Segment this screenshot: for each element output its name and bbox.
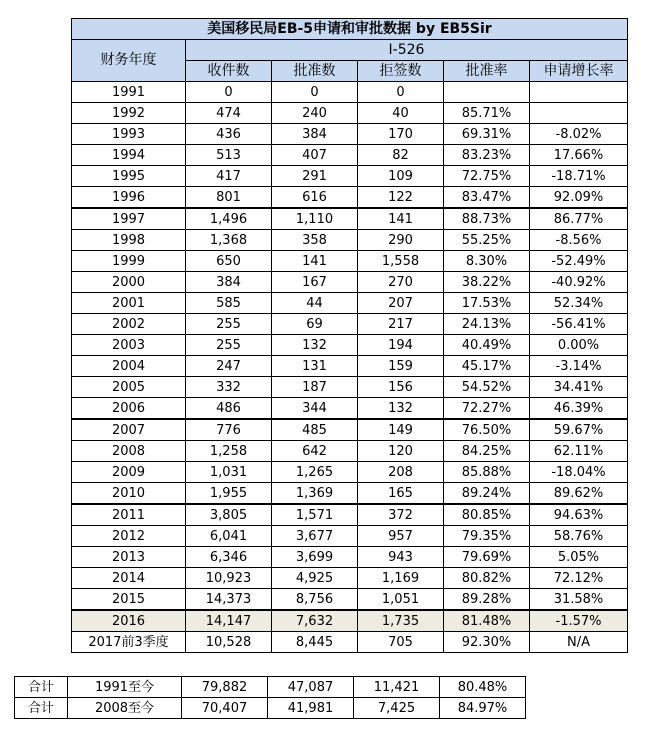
cell-growth-rate: -8.02%: [530, 124, 628, 145]
totals-approval-rate: 80.48%: [440, 677, 526, 698]
cell-denied: 194: [358, 335, 444, 356]
table-title: 美国移民局EB-5申请和审批数据 by EB5Sir: [72, 19, 628, 40]
cell-year: 1992: [72, 103, 186, 124]
cell-approval-rate: 85.88%: [444, 462, 530, 483]
cell-year: 1994: [72, 145, 186, 166]
cell-year: 2012: [72, 526, 186, 547]
cell-year: 2013: [72, 547, 186, 568]
cell-denied: 109: [358, 166, 444, 187]
cell-approved: 141: [272, 251, 358, 272]
cell-approved: 616: [272, 187, 358, 209]
cell-growth-rate: 58.76%: [530, 526, 628, 547]
cell-received: 1,496: [186, 208, 272, 230]
cell-approved: 132: [272, 335, 358, 356]
cell-growth-rate: 17.66%: [530, 145, 628, 166]
cell-denied: 165: [358, 483, 444, 505]
table-row: [72, 547, 628, 568]
cell-year: 2004: [72, 356, 186, 377]
cell-approved: 1,369: [272, 483, 358, 505]
header-growth-rate: 申请增长率: [530, 61, 628, 82]
cell-approval-rate: 85.71%: [444, 103, 530, 124]
cell-denied: 141: [358, 208, 444, 230]
table-row: [72, 441, 628, 462]
cell-approval-rate: 89.28%: [444, 589, 530, 611]
table-row: [72, 462, 628, 483]
cell-received: 650: [186, 251, 272, 272]
cell-year: 1998: [72, 230, 186, 251]
table-row: [72, 124, 628, 145]
cell-approval-rate: 76.50%: [444, 419, 530, 441]
cell-growth-rate: 89.62%: [530, 483, 628, 505]
cell-denied: 1,051: [358, 589, 444, 611]
table-row: [72, 293, 628, 314]
totals-denied: 7,425: [354, 698, 440, 719]
cell-denied: 159: [358, 356, 444, 377]
cell-denied: 170: [358, 124, 444, 145]
table-body: [72, 82, 628, 653]
cell-approved: 485: [272, 419, 358, 441]
cell-approved: 344: [272, 398, 358, 420]
table-row: [72, 419, 628, 441]
cell-approved: 384: [272, 124, 358, 145]
cell-approval-rate: 38.22%: [444, 272, 530, 293]
cell-received: 255: [186, 335, 272, 356]
totals-received: 79,882: [182, 677, 268, 698]
cell-approved: 4,925: [272, 568, 358, 589]
cell-year: 1997: [72, 208, 186, 230]
cell-approval-rate: 8.30%: [444, 251, 530, 272]
cell-year: 1996: [72, 187, 186, 209]
cell-year: 2007: [72, 419, 186, 441]
cell-received: 14,147: [186, 610, 272, 632]
cell-approval-rate: 54.52%: [444, 377, 530, 398]
totals-row: [15, 677, 526, 698]
totals-received: 70,407: [182, 698, 268, 719]
table-row: [72, 166, 628, 187]
cell-growth-rate: -18.71%: [530, 166, 628, 187]
cell-received: 486: [186, 398, 272, 420]
cell-year: 1995: [72, 166, 186, 187]
cell-approved: 291: [272, 166, 358, 187]
cell-year: 2003: [72, 335, 186, 356]
table-row: [72, 398, 628, 420]
cell-growth-rate: 72.12%: [530, 568, 628, 589]
cell-received: 776: [186, 419, 272, 441]
cell-growth-rate: [530, 82, 628, 103]
cell-approved: 3,699: [272, 547, 358, 568]
cell-denied: 208: [358, 462, 444, 483]
cell-approval-rate: 17.53%: [444, 293, 530, 314]
cell-growth-rate: 46.39%: [530, 398, 628, 420]
cell-approval-rate: 45.17%: [444, 356, 530, 377]
cell-denied: 149: [358, 419, 444, 441]
cell-growth-rate: -56.41%: [530, 314, 628, 335]
totals-range: 1991至今: [68, 677, 182, 698]
cell-received: 3,805: [186, 504, 272, 526]
cell-growth-rate: 92.09%: [530, 187, 628, 209]
cell-approved: 407: [272, 145, 358, 166]
table-row: [72, 589, 628, 611]
cell-received: 384: [186, 272, 272, 293]
cell-denied: 1,558: [358, 251, 444, 272]
totals-approved: 47,087: [268, 677, 354, 698]
cell-denied: 156: [358, 377, 444, 398]
cell-received: 585: [186, 293, 272, 314]
cell-approved: 240: [272, 103, 358, 124]
cell-approval-rate: 55.25%: [444, 230, 530, 251]
cell-denied: 943: [358, 547, 444, 568]
cell-received: 332: [186, 377, 272, 398]
cell-denied: 132: [358, 398, 444, 420]
cell-approval-rate: 72.75%: [444, 166, 530, 187]
table-row: [72, 187, 628, 209]
cell-growth-rate: 31.58%: [530, 589, 628, 611]
cell-approved: 1,571: [272, 504, 358, 526]
cell-approval-rate: 79.69%: [444, 547, 530, 568]
totals-range: 2008至今: [68, 698, 182, 719]
cell-growth-rate: 5.05%: [530, 547, 628, 568]
table-row: [72, 568, 628, 589]
cell-approved: 8,445: [272, 632, 358, 653]
cell-growth-rate: 62.11%: [530, 441, 628, 462]
cell-approval-rate: 89.24%: [444, 483, 530, 505]
cell-approval-rate: 40.49%: [444, 335, 530, 356]
cell-approval-rate: 80.82%: [444, 568, 530, 589]
cell-denied: 0: [358, 82, 444, 103]
cell-received: 10,923: [186, 568, 272, 589]
cell-approval-rate: 80.85%: [444, 504, 530, 526]
cell-year: 2014: [72, 568, 186, 589]
totals-table: [14, 676, 526, 719]
cell-approval-rate: 92.30%: [444, 632, 530, 653]
table-row: [72, 356, 628, 377]
cell-denied: 290: [358, 230, 444, 251]
cell-denied: 1,169: [358, 568, 444, 589]
table-row: [72, 251, 628, 272]
table-row: [72, 335, 628, 356]
cell-received: 6,041: [186, 526, 272, 547]
table-row: [72, 145, 628, 166]
header-approved: 批准数: [272, 61, 358, 82]
cell-year: 2000: [72, 272, 186, 293]
totals-approval-rate: 84.97%: [440, 698, 526, 719]
table-row: [72, 526, 628, 547]
cell-approved: 3,677: [272, 526, 358, 547]
cell-approved: 131: [272, 356, 358, 377]
cell-denied: 372: [358, 504, 444, 526]
cell-approved: 1,265: [272, 462, 358, 483]
cell-approval-rate: 84.25%: [444, 441, 530, 462]
cell-approved: 167: [272, 272, 358, 293]
cell-denied: 207: [358, 293, 444, 314]
totals-label: 合计: [15, 698, 68, 719]
cell-growth-rate: -52.49%: [530, 251, 628, 272]
cell-approval-rate: 83.47%: [444, 187, 530, 209]
cell-approved: 1,110: [272, 208, 358, 230]
cell-received: 436: [186, 124, 272, 145]
header-denied: 拒签数: [358, 61, 444, 82]
cell-approved: 7,632: [272, 610, 358, 632]
cell-denied: 957: [358, 526, 444, 547]
cell-year: 2016: [72, 610, 186, 632]
cell-received: 255: [186, 314, 272, 335]
table-row: [72, 377, 628, 398]
header-received: 收件数: [186, 61, 272, 82]
table-row: [72, 272, 628, 293]
cell-year: 1999: [72, 251, 186, 272]
cell-year: 2002: [72, 314, 186, 335]
table-row: [72, 208, 628, 230]
cell-growth-rate: 86.77%: [530, 208, 628, 230]
cell-approved: 8,756: [272, 589, 358, 611]
table-row: [72, 314, 628, 335]
cell-growth-rate: 59.67%: [530, 419, 628, 441]
cell-approval-rate: [444, 82, 530, 103]
totals-row: [15, 698, 526, 719]
cell-growth-rate: -8.56%: [530, 230, 628, 251]
cell-received: 247: [186, 356, 272, 377]
cell-year: 2009: [72, 462, 186, 483]
cell-year: 2017前3季度: [72, 632, 186, 653]
header-form-i526: I-526: [186, 40, 628, 61]
cell-approval-rate: 88.73%: [444, 208, 530, 230]
header-fiscal-year: 财务年度: [72, 40, 186, 82]
table-row: [72, 504, 628, 526]
cell-denied: 120: [358, 441, 444, 462]
cell-growth-rate: -18.04%: [530, 462, 628, 483]
cell-approval-rate: 83.23%: [444, 145, 530, 166]
cell-approved: 69: [272, 314, 358, 335]
cell-denied: 82: [358, 145, 444, 166]
cell-approved: 358: [272, 230, 358, 251]
cell-received: 801: [186, 187, 272, 209]
cell-year: 2011: [72, 504, 186, 526]
cell-approval-rate: 79.35%: [444, 526, 530, 547]
cell-approval-rate: 81.48%: [444, 610, 530, 632]
cell-growth-rate: -1.57%: [530, 610, 628, 632]
cell-denied: 270: [358, 272, 444, 293]
table-row: [72, 483, 628, 505]
cell-received: 474: [186, 103, 272, 124]
cell-received: 1,258: [186, 441, 272, 462]
cell-year: 2006: [72, 398, 186, 420]
totals-denied: 11,421: [354, 677, 440, 698]
cell-growth-rate: [530, 103, 628, 124]
cell-received: 1,031: [186, 462, 272, 483]
cell-received: 14,373: [186, 589, 272, 611]
cell-received: 417: [186, 166, 272, 187]
table-row: [72, 103, 628, 124]
cell-received: 1,955: [186, 483, 272, 505]
cell-received: 0: [186, 82, 272, 103]
cell-approval-rate: 72.27%: [444, 398, 530, 420]
table-row: [72, 230, 628, 251]
cell-year: 2010: [72, 483, 186, 505]
eb5-data-table: [71, 18, 628, 653]
cell-growth-rate: N/A: [530, 632, 628, 653]
cell-growth-rate: -40.92%: [530, 272, 628, 293]
totals-label: 合计: [15, 677, 68, 698]
cell-approval-rate: 69.31%: [444, 124, 530, 145]
cell-approved: 44: [272, 293, 358, 314]
cell-received: 6,346: [186, 547, 272, 568]
cell-year: 2015: [72, 589, 186, 611]
cell-growth-rate: -3.14%: [530, 356, 628, 377]
cell-growth-rate: 0.00%: [530, 335, 628, 356]
cell-denied: 40: [358, 103, 444, 124]
table-row: [72, 82, 628, 103]
header-approval-rate: 批准率: [444, 61, 530, 82]
cell-approval-rate: 24.13%: [444, 314, 530, 335]
totals-approved: 41,981: [268, 698, 354, 719]
cell-approved: 187: [272, 377, 358, 398]
cell-approved: 642: [272, 441, 358, 462]
cell-received: 513: [186, 145, 272, 166]
table-row: [72, 610, 628, 632]
cell-growth-rate: 94.63%: [530, 504, 628, 526]
cell-denied: 217: [358, 314, 444, 335]
cell-growth-rate: 34.41%: [530, 377, 628, 398]
cell-year: 1993: [72, 124, 186, 145]
cell-approved: 0: [272, 82, 358, 103]
cell-growth-rate: 52.34%: [530, 293, 628, 314]
cell-year: 2001: [72, 293, 186, 314]
cell-received: 1,368: [186, 230, 272, 251]
cell-year: 2005: [72, 377, 186, 398]
cell-year: 1991: [72, 82, 186, 103]
cell-denied: 122: [358, 187, 444, 209]
table-row: [72, 632, 628, 653]
cell-denied: 1,735: [358, 610, 444, 632]
cell-received: 10,528: [186, 632, 272, 653]
cell-denied: 705: [358, 632, 444, 653]
cell-year: 2008: [72, 441, 186, 462]
